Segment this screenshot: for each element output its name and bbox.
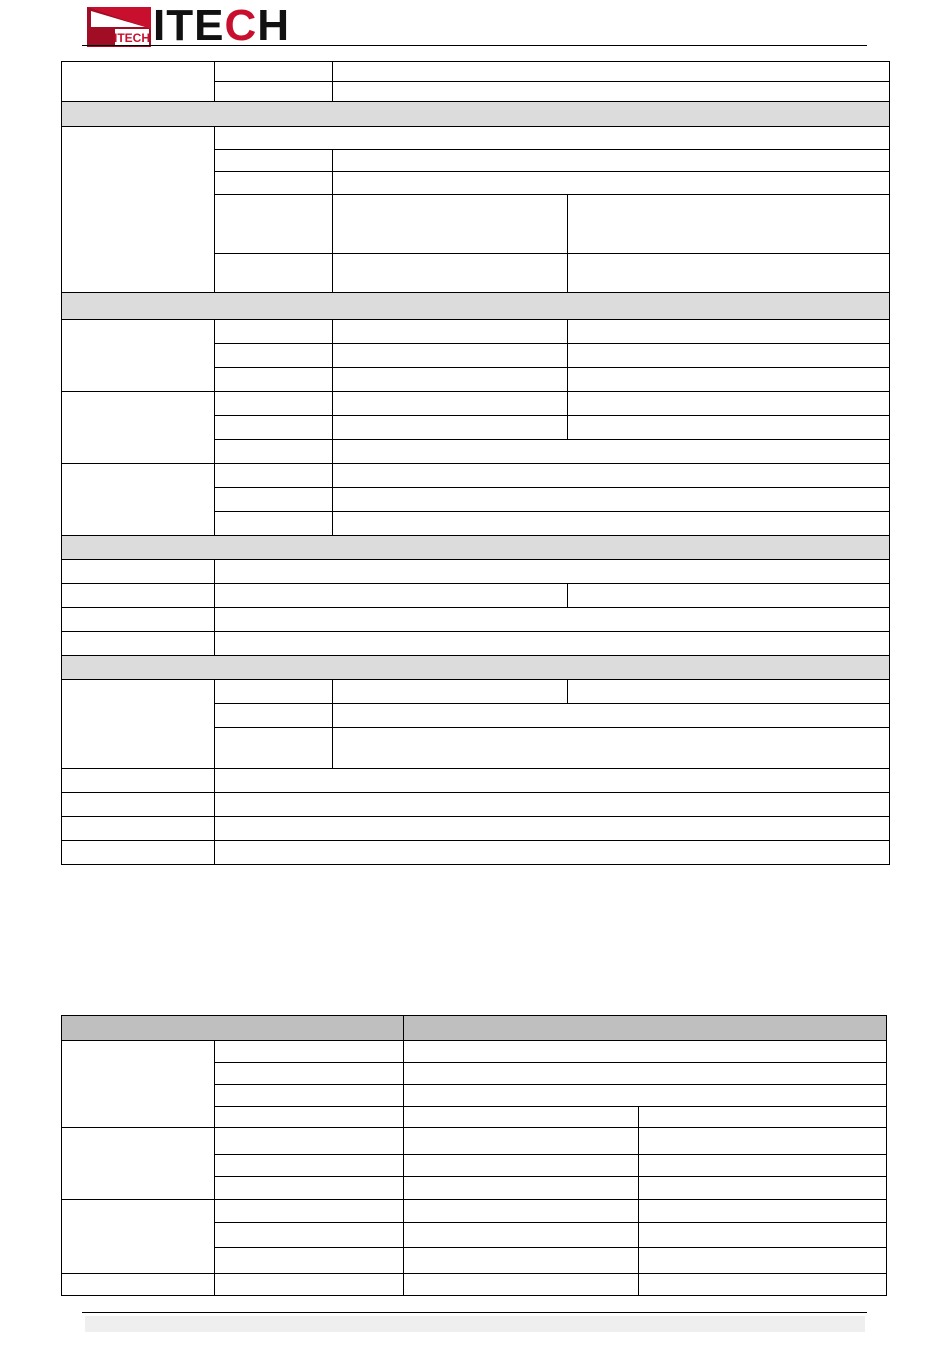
table-cell bbox=[61, 840, 215, 865]
table-cell bbox=[214, 253, 333, 293]
table-cell bbox=[638, 1199, 887, 1223]
table-cell bbox=[567, 415, 890, 440]
table-cell bbox=[214, 679, 333, 704]
table-cell bbox=[214, 439, 333, 464]
table-cell bbox=[61, 391, 215, 464]
table-cell bbox=[214, 1273, 404, 1296]
table-cell bbox=[214, 792, 890, 817]
table-cell bbox=[214, 703, 333, 728]
table-cell bbox=[214, 1062, 404, 1085]
table-cell bbox=[61, 583, 215, 608]
table-cell bbox=[214, 61, 333, 82]
table-cell bbox=[403, 1199, 639, 1223]
table-cell bbox=[61, 1127, 215, 1200]
table-cell bbox=[332, 415, 568, 440]
table-cell bbox=[638, 1273, 887, 1296]
table-cell bbox=[332, 439, 890, 464]
table-cell bbox=[214, 1247, 404, 1274]
table-cell bbox=[332, 253, 568, 293]
table-cell bbox=[61, 1040, 215, 1128]
table-cell bbox=[61, 631, 215, 656]
table-cell bbox=[567, 583, 890, 608]
footer-rule bbox=[82, 1312, 867, 1313]
table-cell bbox=[214, 768, 890, 793]
section-band bbox=[61, 655, 890, 680]
table-cell bbox=[214, 81, 333, 102]
table-cell bbox=[214, 583, 568, 608]
logo-word-c: C bbox=[224, 1, 258, 50]
table-cell bbox=[214, 631, 890, 656]
table-cell bbox=[403, 1273, 639, 1296]
table-header-cell bbox=[403, 1015, 887, 1041]
table-cell bbox=[332, 703, 890, 728]
table-cell bbox=[403, 1222, 639, 1248]
table-cell bbox=[403, 1154, 639, 1177]
table-cell bbox=[332, 171, 890, 195]
table-cell bbox=[214, 319, 333, 344]
logo-word-pre: ITE bbox=[153, 1, 225, 50]
table-cell bbox=[332, 463, 890, 488]
table-cell bbox=[638, 1106, 887, 1128]
table-cell bbox=[61, 1273, 215, 1296]
table-cell bbox=[61, 1199, 215, 1274]
table-cell bbox=[567, 679, 890, 704]
table-cell bbox=[214, 149, 333, 172]
table-cell bbox=[214, 1222, 404, 1248]
table-cell bbox=[214, 511, 333, 536]
section-band bbox=[61, 101, 890, 127]
table-cell bbox=[403, 1127, 639, 1155]
table-cell bbox=[214, 1176, 404, 1200]
table-cell bbox=[403, 1106, 639, 1128]
table-cell bbox=[638, 1222, 887, 1248]
table-cell bbox=[214, 607, 890, 632]
table-cell bbox=[214, 1084, 404, 1107]
table-cell bbox=[403, 1040, 887, 1063]
table-cell bbox=[403, 1062, 887, 1085]
table-cell bbox=[61, 679, 215, 769]
table-cell bbox=[403, 1176, 639, 1200]
table-cell bbox=[214, 1199, 404, 1223]
table-cell bbox=[332, 81, 890, 102]
table-cell bbox=[332, 727, 890, 769]
table-cell bbox=[214, 1127, 404, 1155]
table-header-cell bbox=[61, 1015, 404, 1041]
table-cell bbox=[567, 253, 890, 293]
table-cell bbox=[567, 367, 890, 392]
table-cell bbox=[61, 463, 215, 536]
logo-badge-text: ITECH bbox=[114, 31, 150, 45]
section-band bbox=[61, 292, 890, 320]
table-cell bbox=[214, 1106, 404, 1128]
footer-bar bbox=[85, 1316, 865, 1332]
table-cell bbox=[61, 126, 215, 293]
itech-logo-mark-icon bbox=[87, 7, 151, 47]
table-cell bbox=[567, 343, 890, 368]
logo-word-post: H bbox=[257, 1, 291, 50]
table-cell bbox=[214, 343, 333, 368]
table-cell bbox=[403, 1084, 887, 1107]
table-cell bbox=[403, 1247, 639, 1274]
table-cell bbox=[638, 1127, 887, 1155]
table-cell bbox=[214, 415, 333, 440]
table-cell bbox=[61, 607, 215, 632]
table-cell bbox=[214, 171, 333, 195]
table-cell bbox=[567, 391, 890, 416]
logo-wordmark bbox=[153, 1, 290, 51]
table-cell bbox=[214, 463, 333, 488]
table-cell bbox=[214, 126, 890, 150]
table-cell bbox=[214, 559, 890, 584]
table-cell bbox=[214, 1040, 404, 1063]
table-cell bbox=[61, 61, 215, 102]
header-rule bbox=[82, 45, 867, 46]
table-cell bbox=[214, 727, 333, 769]
table-cell bbox=[214, 816, 890, 841]
table-cell bbox=[214, 367, 333, 392]
table-cell bbox=[332, 511, 890, 536]
table-cell bbox=[332, 61, 890, 82]
table-cell bbox=[214, 194, 333, 254]
table-cell bbox=[567, 194, 890, 254]
table-cell bbox=[332, 367, 568, 392]
table-cell bbox=[214, 391, 333, 416]
table-cell bbox=[332, 679, 568, 704]
table-cell bbox=[214, 487, 333, 512]
table-cell bbox=[638, 1154, 887, 1177]
table-cell bbox=[332, 194, 568, 254]
table-cell bbox=[61, 319, 215, 392]
table-cell bbox=[332, 343, 568, 368]
table-cell bbox=[332, 487, 890, 512]
table-cell bbox=[638, 1176, 887, 1200]
table-cell bbox=[61, 768, 215, 793]
table-cell bbox=[61, 816, 215, 841]
table-cell bbox=[332, 391, 568, 416]
table-cell bbox=[567, 319, 890, 344]
table-cell bbox=[332, 149, 890, 172]
table-cell bbox=[638, 1247, 887, 1274]
table-cell bbox=[61, 792, 215, 817]
section-band bbox=[61, 535, 890, 560]
table-cell bbox=[332, 319, 568, 344]
table-cell bbox=[61, 559, 215, 584]
table-cell bbox=[214, 840, 890, 865]
table-cell bbox=[214, 1154, 404, 1177]
